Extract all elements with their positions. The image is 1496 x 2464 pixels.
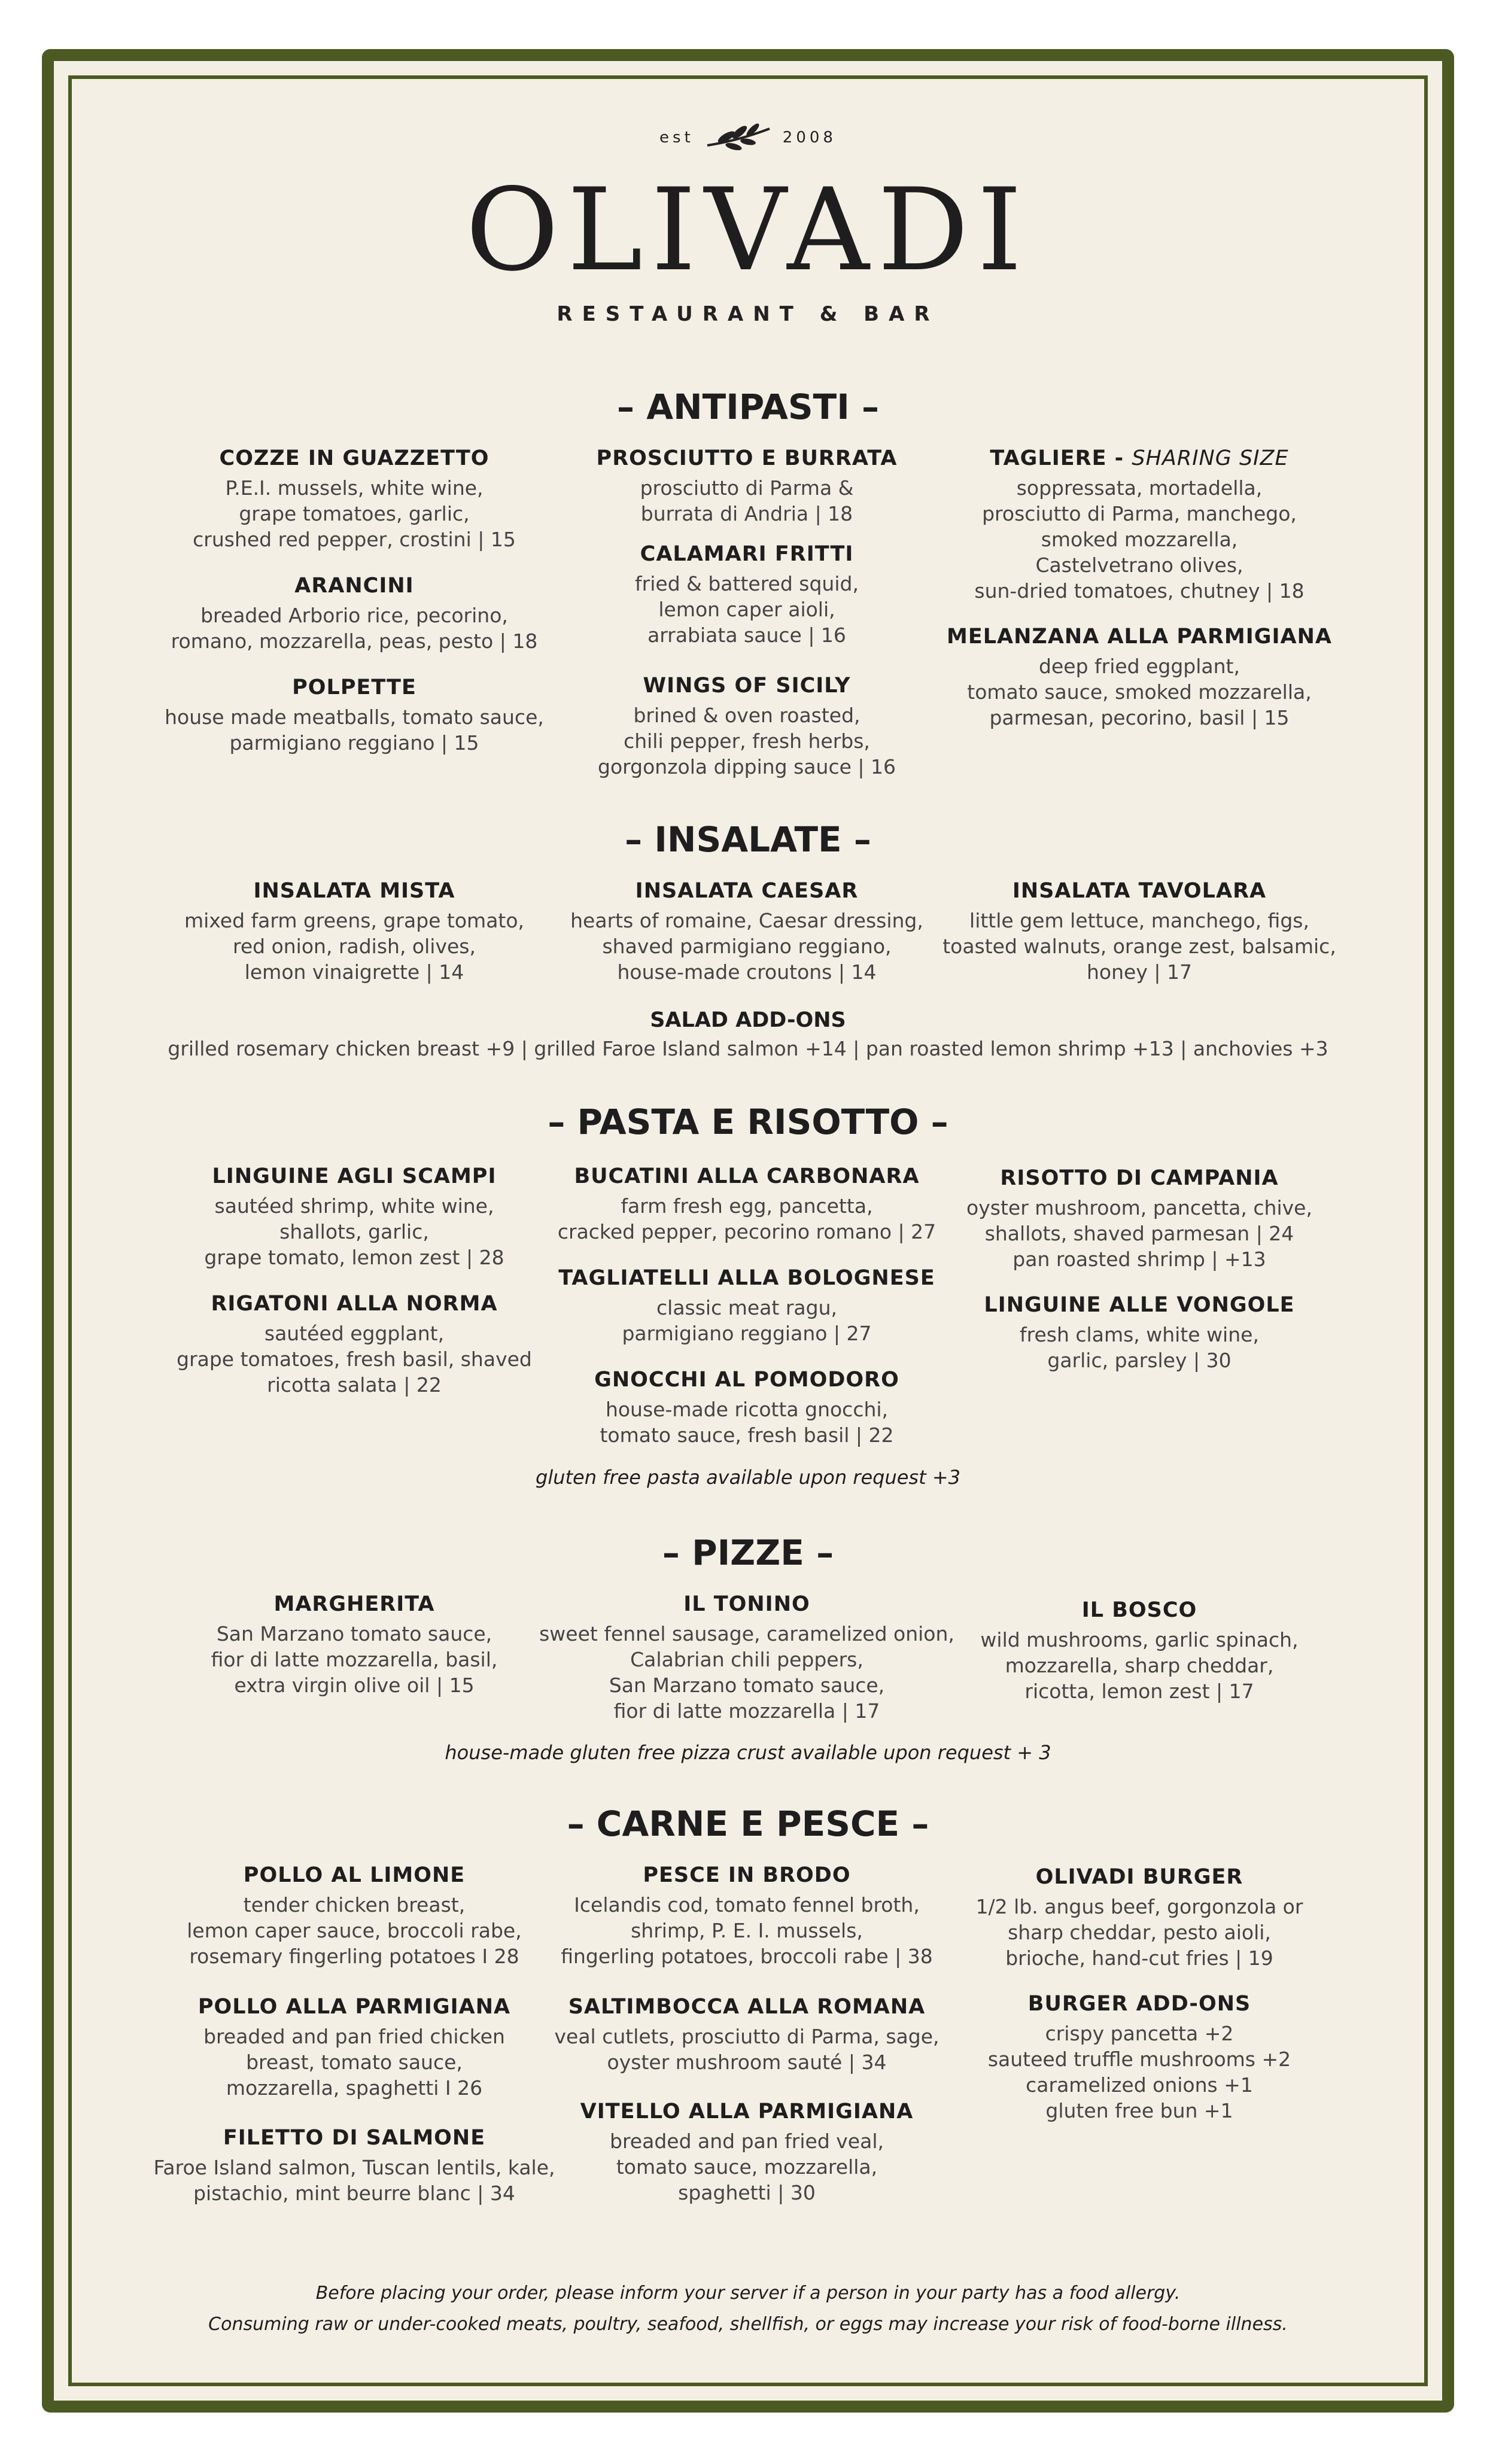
- item-name: PESCE IN BRODO: [643, 1863, 851, 1887]
- item-desc: house made meatballs, tomato sauce, parmigiano reggiano | 15: [165, 705, 544, 755]
- item-desc: San Marzano tomato sauce, fior di latte mozzarella, basil, extra virgin olive oil | 15: [211, 1622, 498, 1697]
- item-name: LINGUINE ALLE VONGOLE: [984, 1293, 1295, 1317]
- item-desc: wild mushrooms, garlic spinach, mozzarella, sharp cheddar, ricotta, lemon zest | 17: [980, 1628, 1299, 1703]
- item-name: IL TONINO: [683, 1592, 810, 1616]
- menu-item-insalata-tavolara: [930, 878, 1349, 985]
- item-desc: Icelandis cod, tomato fennel broth, shrimp, P. E. I. mussels, fingerling potatoes, broccoli rabe | 38: [561, 1893, 933, 1968]
- menu-item-melanzana: [930, 624, 1349, 731]
- menu-item-bucatini: [537, 1164, 956, 1245]
- pasta-gluten-free-note: gluten free pasta available upon request +3: [536, 1466, 960, 1489]
- item-desc: mixed farm greens, grape tomato, red onion, radish, olives, lemon vinaigrette | 14: [184, 909, 525, 984]
- item-name: CALAMARI FRITTI: [640, 542, 854, 566]
- item-name: RISOTTO DI CAMPANIA: [1000, 1166, 1279, 1190]
- item-name: MARGHERITA: [273, 1592, 435, 1616]
- est-year: 2008: [782, 129, 837, 147]
- section-title-insalate: – INSALATE –: [625, 819, 871, 860]
- item-name: ARANCINI: [294, 574, 414, 598]
- menu-item-margherita: [145, 1592, 564, 1698]
- item-name: PROSCIUTTO E BURRATA: [596, 446, 898, 470]
- est-label: est: [659, 129, 694, 147]
- restaurant-logo: OLIVADI: [466, 164, 1030, 296]
- item-desc: house-made ricotta gnocchi, tomato sauce, fresh basil | 22: [600, 1398, 894, 1447]
- item-desc: little gem lettuce, manchego, figs, toasted walnuts, orange zest, balsamic, honey | 17: [942, 909, 1336, 984]
- item-name: BURGER ADD-ONS: [1027, 1992, 1251, 2016]
- item-desc: 1/2 lb. angus beef, gorgonzola or sharp cheddar, pesto aioli, brioche, hand-cut fries | 19: [975, 1895, 1303, 1970]
- item-name: OLIVADI BURGER: [1035, 1865, 1243, 1889]
- item-name: INSALATA CAESAR: [635, 879, 859, 903]
- item-name: [930, 446, 1349, 471]
- item-name: POLPETTE: [292, 676, 416, 699]
- menu-item-gnocchi: [537, 1367, 956, 1448]
- menu-item-insalata-caesar: [537, 878, 956, 985]
- menu-item-pesce-brodo: [537, 1863, 956, 1969]
- menu-item-tonino: [537, 1592, 956, 1724]
- menu-item-risotto: [930, 1166, 1349, 1272]
- menu-item-calamari: [537, 542, 956, 648]
- item-desc: sautéed shrimp, white wine, shallots, garlic, grape tomato, lemon zest | 28: [204, 1194, 504, 1269]
- item-desc: brined & oven roasted, chili pepper, fresh herbs, gorgonzola dipping sauce | 16: [598, 704, 896, 778]
- item-desc: classic meat ragu, parmigiano reggiano | 27: [622, 1296, 872, 1345]
- menu-item-prosciutto: [537, 446, 956, 527]
- item-desc: fried & battered squid, lemon caper aioli, arrabiata sauce | 16: [635, 572, 859, 647]
- pizza-gluten-free-note: house-made gluten free pizza crust available upon request + 3: [445, 1741, 1051, 1764]
- item-desc: prosciutto di Parma & burrata di Andria | 18: [640, 476, 854, 525]
- item-name: SALTIMBOCCA ALLA ROMANA: [568, 1995, 926, 2019]
- item-desc: tender chicken breast, lemon caper sauce, broccoli rabe, rosemary fingerling potatoes I 28: [187, 1893, 522, 1968]
- item-name: IL BOSCO: [1081, 1598, 1197, 1622]
- item-desc: sautéed eggplant, grape tomatoes, fresh basil, shaved ricotta salata | 22: [177, 1322, 532, 1397]
- menu-item-saltimbocca: [537, 1994, 956, 2075]
- item-name: FILETTO DI SALMONE: [223, 2126, 486, 2150]
- item-name: GNOCCHI AL POMODORO: [594, 1368, 899, 1392]
- item-desc: hearts of romaine, Caesar dressing, shaved parmigiano reggiano, house-made croutons | 14: [570, 909, 923, 984]
- menu-item-wings: [537, 673, 956, 780]
- menu-item-salmone: [145, 2125, 564, 2206]
- item-desc: sweet fennel sausage, caramelized onion, Calabrian chili peppers, San Marzano tomato sauce, fior di latte mozzarella | 17: [539, 1622, 954, 1723]
- item-name: POLLO AL LIMONE: [243, 1863, 466, 1887]
- olive-branch-icon: [703, 123, 774, 153]
- menu-item-tagliatelli: [537, 1266, 956, 1346]
- item-desc: fresh clams, white wine, garlic, parsley | 30: [1020, 1323, 1259, 1372]
- item-name: INSALATA MISTA: [253, 879, 455, 903]
- item-name-main: TAGLIERE -: [990, 446, 1132, 470]
- item-name: MELANZANA ALLA PARMIGIANA: [947, 625, 1332, 649]
- restaurant-tagline: RESTAURANT & BAR: [557, 302, 939, 326]
- section-title-pasta: – PASTA E RISOTTO –: [548, 1102, 948, 1142]
- item-desc: crispy pancetta +2 sauteed truffle mushrooms +2 caramelized onions +1 gluten free bun +1: [987, 2022, 1291, 2122]
- salad-addons-list: grilled rosemary chicken breast +9 | grilled Faroe Island salmon +14 | pan roasted lemon shrimp +13 | anchovies +3: [168, 1037, 1328, 1060]
- item-name: TAGLIATELLI ALLA BOLOGNESE: [558, 1266, 935, 1290]
- item-name: POLLO ALLA PARMIGIANA: [197, 1995, 511, 2019]
- menu-item-bosco: [930, 1598, 1349, 1704]
- raw-food-warning: Consuming raw or under-cooked meats, poultry, seafood, shellfish, or eggs may increase your risk of food-borne illness.: [208, 2314, 1288, 2335]
- item-desc: breaded and pan fried chicken breast, tomato sauce, mozzarella, spaghetti I 26: [203, 2025, 505, 2100]
- item-name: LINGUINE AGLI SCAMPI: [212, 1164, 497, 1188]
- menu-item-burger-addons: [930, 1991, 1349, 2124]
- menu-item-pollo-parmigiana: [145, 1994, 564, 2101]
- menu-item-linguine-scampi: [145, 1164, 564, 1270]
- section-title-antipasti: – ANTIPASTI –: [617, 387, 879, 427]
- item-desc: deep fried eggplant, tomato sauce, smoked mozzarella, parmesan, pecorino, basil | 15: [967, 655, 1312, 729]
- menu-item-olivadi-burger: [930, 1864, 1349, 1971]
- item-name: INSALATA TAVOLARA: [1012, 879, 1267, 903]
- item-name: RIGATONI ALLA NORMA: [211, 1292, 498, 1316]
- item-name: VITELLO ALLA PARMIGIANA: [580, 2100, 914, 2124]
- menu-item-insalata-mista: [145, 878, 564, 985]
- salad-addons-title: SALAD ADD-ONS: [650, 1008, 846, 1032]
- menu-item-rigatoni: [145, 1291, 564, 1398]
- item-name-note: SHARING SIZE: [1132, 446, 1289, 470]
- menu-item-pollo-limone: [145, 1863, 564, 1969]
- section-title-pizze: – PIZZE –: [662, 1532, 834, 1573]
- menu-item-arancini: [145, 573, 564, 654]
- section-title-carne: – CARNE E PESCE –: [567, 1803, 929, 1844]
- item-name: BUCATINI ALLA CARBONARA: [574, 1164, 920, 1188]
- menu-item-tagliere: [930, 446, 1349, 604]
- menu-item-polpette: [145, 675, 564, 756]
- menu-item-vongole: [930, 1292, 1349, 1373]
- allergy-notice: Before placing your order, please inform your server if a person in your party has a food allergy.: [315, 2283, 1181, 2304]
- item-desc: soppressata, mortadella, prosciutto di Parma, manchego, smoked mozzarella, Castelvetrano olives, sun-dried tomatoes, chutney | 18: [974, 476, 1305, 603]
- item-name: WINGS OF SICILY: [643, 674, 851, 698]
- item-desc: Faroe Island salmon, Tuscan lentils, kale, pistachio, mint beurre blanc | 34: [153, 2156, 555, 2205]
- item-desc: oyster mushroom, pancetta, chive, shallots, shaved parmesan | 24 pan roasted shrimp | +13: [966, 1196, 1312, 1271]
- item-desc: veal cutlets, prosciutto di Parma, sage, oyster mushroom sauté | 34: [554, 2025, 939, 2074]
- established-line: [0, 123, 1496, 153]
- item-desc: breaded and pan fried veal, tomato sauce, mozzarella, spaghetti | 30: [610, 2130, 884, 2204]
- item-name: COZZE IN GUAZZETTO: [219, 446, 489, 470]
- item-desc: P.E.I. mussels, white wine, grape tomatoes, garlic, crushed red pepper, crostini | 15: [193, 476, 516, 551]
- item-desc: breaded Arborio rice, pecorino, romano, mozzarella, peas, pesto | 18: [171, 604, 538, 653]
- menu-item-cozze: [145, 446, 564, 552]
- item-desc: farm fresh egg, pancetta, cracked pepper, pecorino romano | 27: [557, 1194, 936, 1243]
- menu-item-vitello: [537, 2099, 956, 2206]
